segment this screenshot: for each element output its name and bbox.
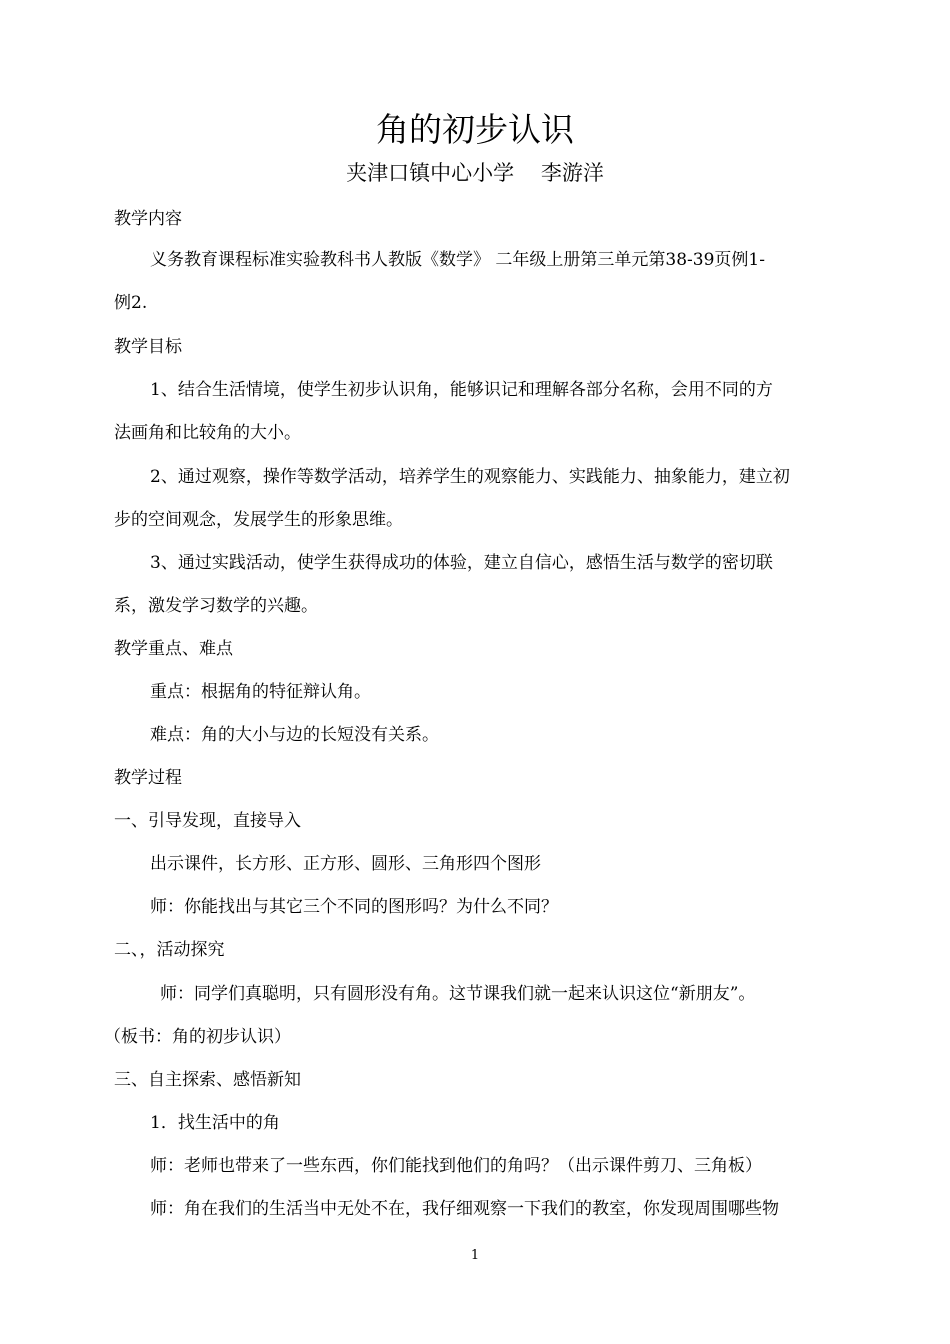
paragraph-line: 师：你能找出与其它三个不同的图形吗？为什么不同？ <box>150 897 558 917</box>
subsection-heading: 二、，活动探究 <box>114 940 225 960</box>
paragraph-line: 例2. <box>114 293 148 313</box>
section-heading-process: 教学过程 <box>114 768 182 788</box>
subsection-heading: 一、引导发现，直接导入 <box>114 811 301 831</box>
paragraph-line: （板书：角的初步认识） <box>104 1027 291 1047</box>
subsection-heading: 三、自主探索、感悟新知 <box>114 1070 301 1090</box>
paragraph-line: 师：老师也带来了一些东西，你们能找到他们的角吗？（出示课件剪刀、三角板） <box>150 1156 762 1176</box>
section-heading-key-points: 教学重点、难点 <box>114 639 233 659</box>
paragraph-line: 系，激发学习数学的兴趣。 <box>114 596 318 616</box>
document-title: 角的初步认识 <box>376 110 574 149</box>
paragraph-line: 1、结合生活情境，使学生初步认识角，能够识记和理解各部分名称，会用不同的方 <box>150 380 773 400</box>
paragraph-line: 3、通过实践活动，使学生获得成功的体验，建立自信心，感悟生活与数学的密切联 <box>150 553 773 573</box>
paragraph-line: 2、通过观察，操作等数学活动，培养学生的观察能力、实践能力、抽象能力，建立初 <box>150 467 790 487</box>
page-number: 1 <box>470 1248 480 1263</box>
paragraph-line: 难点：角的大小与边的长短没有关系。 <box>150 725 439 745</box>
section-heading-objectives: 教学目标 <box>114 337 182 357</box>
section-heading-content: 教学内容 <box>114 209 182 229</box>
paragraph-line: 出示课件，长方形、正方形、圆形、三角形四个图形 <box>150 854 541 874</box>
author-line: 夹津口镇中心小学 李游洋 <box>346 161 604 185</box>
paragraph-line: 重点：根据角的特征辩认角。 <box>150 682 371 702</box>
paragraph-line: 1．找生活中的角 <box>150 1113 280 1133</box>
paragraph-line: 义务教育课程标准实验教科书人教版《数学》 二年级上册第三单元第38-39页例1- <box>150 250 765 270</box>
paragraph-line: 步的空间观念，发展学生的形象思维。 <box>114 510 403 530</box>
paragraph-line: 法画角和比较角的大小。 <box>114 423 301 443</box>
paragraph-line: 师：角在我们的生活当中无处不在，我仔细观察一下我们的教室，你发现周围哪些物 <box>150 1199 779 1219</box>
paragraph-line: 师：同学们真聪明，只有圆形没有角。这节课我们就一起来认识这位“新朋友”。 <box>160 984 756 1004</box>
